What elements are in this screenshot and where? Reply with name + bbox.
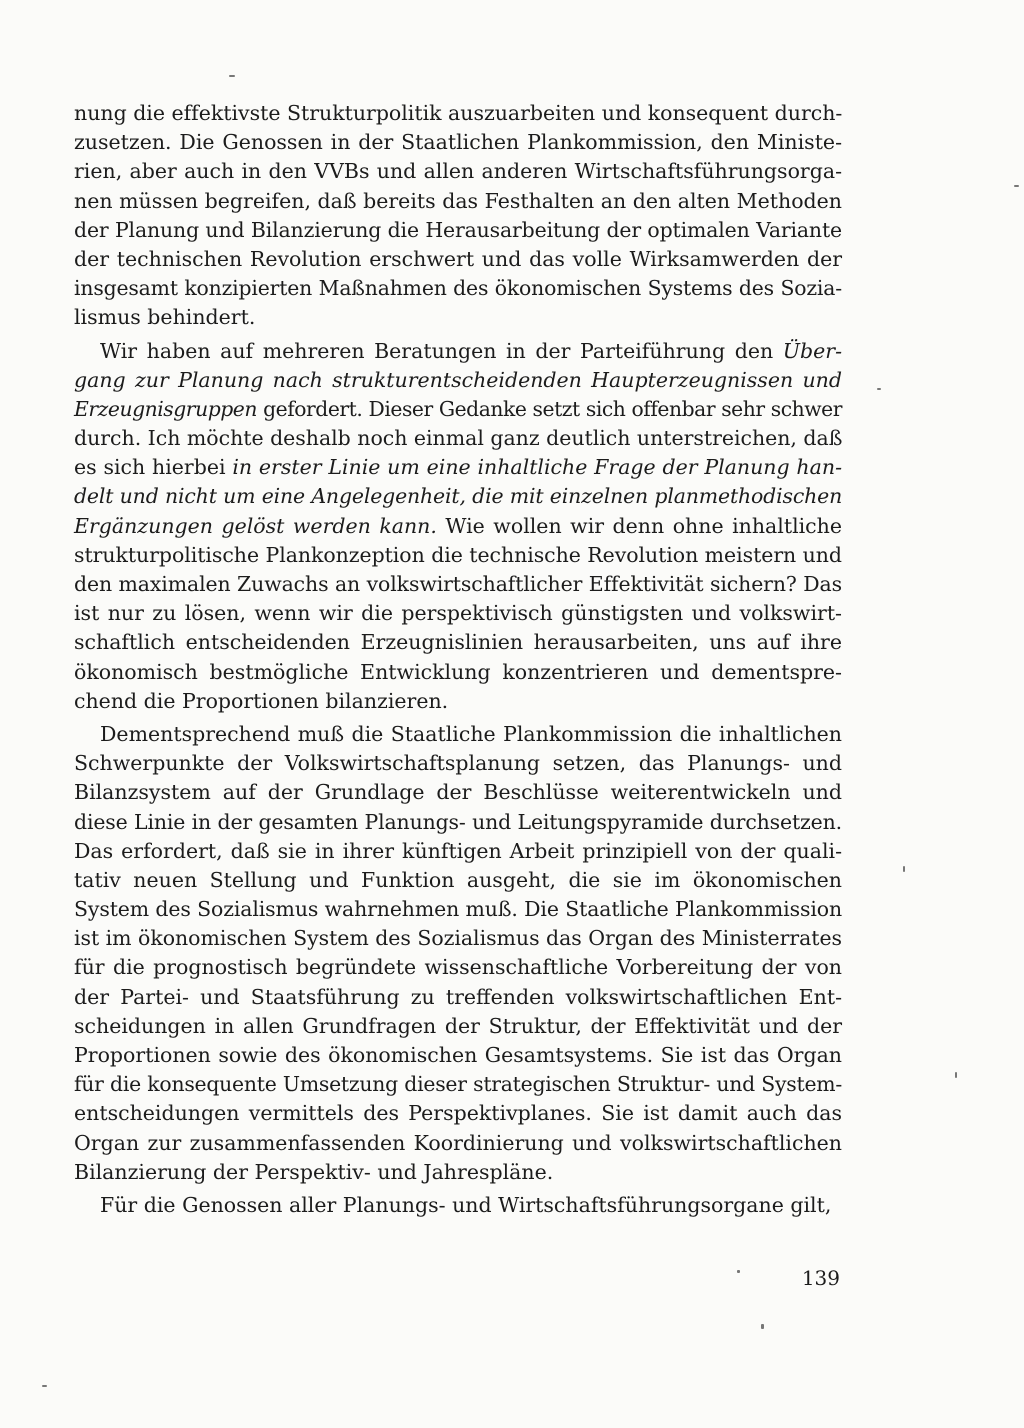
text-run: entscheidungen vermittels des Perspektivplanes. Sie ist damit auch das [74, 1101, 842, 1126]
italic-text-run: in erster Linie um eine inhaltliche Frage der Planung han- [232, 455, 842, 480]
text-line [74, 541, 842, 570]
text-line [74, 687, 842, 716]
text-line [74, 1158, 842, 1187]
text-run: chend die Proportionen bilanzieren. [74, 688, 449, 713]
text-run: Bilanzierung der Perspektiv- und Jahrespläne. [74, 1159, 554, 1184]
text-line [74, 924, 842, 953]
text-line [74, 749, 842, 778]
text-run: durch. Ich möchte deshalb noch einmal ganz deutlich unterstreichen, daß [74, 426, 843, 451]
scan-speck [42, 1385, 47, 1387]
italic-text-run: delt und nicht um eine Angelegenheit, die mit einzelnen planmethodischen [74, 484, 843, 509]
text-line [74, 274, 842, 303]
text-run: Das erfordert, daß sie in ihrer künftigen Arbeit prinzipiell von der quali- [74, 838, 842, 863]
text-line [74, 424, 842, 453]
text-line [74, 720, 842, 749]
text-run: ist im ökonomischen System des Sozialismus das Organ des Ministerrates [74, 926, 842, 951]
text-line [74, 837, 842, 866]
text-run: Dementsprechend muß die Staatliche Plankommission die inhaltlichen [100, 721, 842, 746]
text-run: scheidungen in allen Grundfragen der Struktur, der Effektivität und der [74, 1013, 842, 1038]
text-line [74, 216, 842, 245]
text-run: nen müssen begreifen, daß bereits das Festhalten an den alten Methoden [74, 188, 842, 213]
text-run: der Partei- und Staatsführung zu treffenden volkswirtschaftlichen Ent- [74, 984, 842, 1009]
scan-speck [761, 1324, 764, 1329]
italic-text-run: Ergänzungen gelöst werden kann. [74, 513, 437, 538]
text-line [74, 808, 842, 837]
text-line [74, 187, 842, 216]
text-line [74, 482, 842, 511]
text-line [74, 512, 842, 541]
text-line [74, 570, 842, 599]
paragraph [74, 99, 842, 333]
text-line [74, 983, 842, 1012]
text-run: Proportionen sowie des ökonomischen Gesamtsystems. Sie ist das Organ [74, 1043, 842, 1067]
text-run: rien, aber auch in den VVBs und allen anderen Wirtschaftsführungsorga- [74, 159, 842, 184]
text-line [74, 1099, 842, 1128]
text-run: für die prognostisch begründete wissenschaftliche Vorbereitung der von [74, 955, 842, 980]
text-run: ist nur zu lösen, wenn wir die perspektivisch günstigsten und volkswirt- [74, 601, 842, 626]
text-line [74, 658, 842, 687]
text-run: strukturpolitische Plankonzeption die technische Revolution meistern und [74, 542, 842, 567]
text-line [74, 599, 842, 628]
italic-text-run: gang zur Planung nach strukturentscheidenden Haupterzeugnissen und [74, 367, 842, 392]
text-run: diese Linie in der gesamten Planungs- und Leitungspyramide durchsetzen. [74, 809, 842, 834]
text-line [74, 128, 842, 157]
scan-speck [229, 75, 235, 77]
text-run: es sich hierbei [74, 455, 233, 480]
paragraph [74, 1191, 842, 1220]
scan-speck [955, 1072, 957, 1078]
text-run: gefordert. Dieser Gedanke setzt sich offenbar sehr schwer [256, 396, 842, 421]
text-run: Bilanzsystem auf der Grundlage der Beschlüsse weiterentwickeln und [74, 780, 842, 805]
text-run: tativ neuen Stellung und Funktion ausgeht, die sie im ökonomischen [74, 867, 842, 892]
scan-speck [903, 866, 905, 872]
italic-text-run: Über- [782, 338, 842, 363]
text-line [74, 628, 842, 657]
text-line [74, 99, 842, 128]
paragraph [74, 337, 842, 716]
text-run: Wie wollen wir denn ohne inhaltliche [436, 513, 842, 538]
text-line [74, 1070, 842, 1099]
text-run: insgesamt konzipierten Maßnahmen des ökonomischen Systems des Sozia- [74, 276, 842, 301]
text-run: für die konsequente Umsetzung dieser strategischen Struktur- und System- [74, 1072, 842, 1097]
text-run: Schwerpunkte der Volkswirtschaftsplanung setzen, das Planungs- und [74, 751, 842, 776]
scan-speck [877, 388, 881, 390]
text-run: lismus behindert. [74, 305, 256, 330]
italic-text-run: Erzeugnisgruppen [74, 396, 257, 421]
text-line [74, 453, 842, 482]
text-line [74, 303, 842, 332]
paragraph [74, 720, 842, 1187]
page-body [74, 99, 842, 1220]
text-line [74, 1041, 842, 1070]
text-run: nung die effektivste Strukturpolitik auszuarbeiten und konsequent durch- [74, 101, 843, 125]
text-run: Organ zur zusammenfassenden Koordinierung und volkswirtschaftlichen [74, 1130, 842, 1155]
text-line [74, 1012, 842, 1041]
text-line [74, 778, 842, 807]
scan-speck [1014, 185, 1019, 187]
text-line [74, 245, 842, 274]
text-line [74, 395, 842, 424]
text-line [74, 866, 842, 895]
text-line [74, 895, 842, 924]
page-number: 139 [801, 1266, 840, 1290]
text-run: der Planung und Bilanzierung die Herausarbeitung der optimalen Variante [74, 217, 842, 242]
text-line [74, 366, 842, 395]
text-line [74, 157, 842, 186]
text-run: schaftlich entscheidenden Erzeugnislinien herausarbeiten, uns auf ihre [74, 630, 842, 655]
text-run: den maximalen Zuwachs an volkswirtschaftlicher Effektivität sichern? Das [74, 572, 842, 596]
text-line [74, 1191, 842, 1220]
text-line [74, 953, 842, 982]
text-run: System des Sozialismus wahrnehmen muß. Die Staatliche Plankommission [74, 897, 842, 922]
text-run: Wir haben auf mehreren Beratungen in der Parteiführung den [100, 338, 783, 363]
text-run: der technischen Revolution erschwert und das volle Wirksamwerden der [74, 246, 842, 271]
scan-speck [737, 1270, 740, 1273]
text-line [74, 1129, 842, 1158]
text-run: ökonomisch bestmögliche Entwicklung konzentrieren und dementspre- [74, 659, 842, 684]
text-run: zusetzen. Die Genossen in der Staatlichen Plankommission, den Ministe- [74, 130, 842, 155]
text-line [74, 337, 842, 366]
text-run: Für die Genossen aller Planungs- und Wirtschaftsführungsorgane gilt, [100, 1192, 832, 1217]
